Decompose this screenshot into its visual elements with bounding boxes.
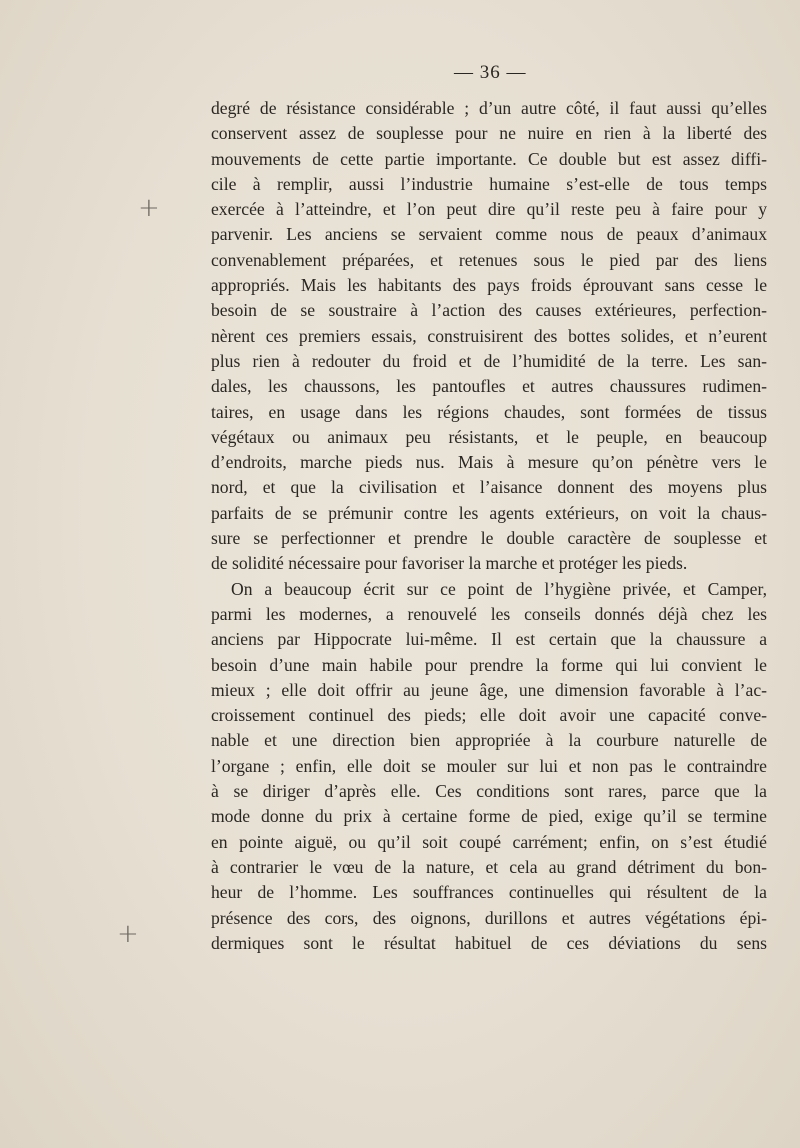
text-line: nord, et que la civilisation et l’aisance donnent des moyens plus: [211, 477, 767, 498]
text-line: cile à remplir, aussi l’industrie humaine s’est-elle de tous temps: [211, 173, 767, 194]
text-line: à contrarier le vœu de la nature, et cela au grand détriment du bon-: [211, 856, 767, 877]
text-line: à se diriger d’après elle. Ces conditions sont rares, parce que la: [211, 781, 767, 802]
text-line: dermiques sont le résultat habituel de ces déviations du sens: [211, 932, 767, 953]
text-line: végétaux ou animaux peu résistants, et le peuple, en beaucoup: [211, 426, 767, 447]
text-line: mieux ; elle doit offrir au jeune âge, une dimension favorable à l’ac-: [211, 679, 767, 700]
text-line: anciens par Hippocrate lui-même. Il est certain que la chaussure a: [211, 629, 767, 650]
body-text: [211, 96, 767, 956]
text-line: besoin d’une main habile pour prendre la forme qui lui convient le: [211, 654, 767, 675]
margin-cross-mark: +: [138, 193, 160, 223]
text-line: de solidité nécessaire pour favoriser la marche et protéger les pieds.: [211, 553, 688, 574]
text-line: heur de l’homme. Les souffrances continuelles qui résultent de la: [211, 882, 767, 903]
text-line: mode donne du prix à certaine forme de pied, exige qu’il se termine: [211, 806, 767, 827]
text-line: nèrent ces premiers essais, construisirent des bottes solides, et n’eurent: [211, 325, 767, 346]
text-line: parfaits de se prémunir contre les agents extérieurs, on voit la chaus-: [211, 502, 767, 523]
text-line: convenablement préparées, et retenues sous le pied par des liens: [211, 249, 767, 270]
text-line: On a beaucoup écrit sur ce point de l’hygiène privée, et Camper,: [231, 578, 767, 599]
text-line: d’endroits, marche pieds nus. Mais à mesure qu’on pénètre vers le: [211, 452, 767, 473]
text-line: degré de résistance considérable ; d’un autre côté, il faut aussi qu’elles: [211, 98, 767, 118]
text-line: présence des cors, des oignons, durillons et autres végétations épi-: [211, 907, 767, 928]
page-number: — 36 —: [454, 62, 527, 83]
text-line: en pointe aiguë, ou qu’il soit coupé carrément; enfin, on s’est étudié: [211, 831, 767, 852]
text-line: appropriés. Mais les habitants des pays froids éprouvant sans cesse le: [211, 275, 767, 296]
text-line: exercée à l’atteindre, et l’on peut dire qu’il reste peu à faire pour y: [211, 199, 767, 220]
text-line: mouvements de cette partie importante. Ce double but est assez diffi-: [211, 148, 767, 169]
text-line: parmi les modernes, a renouvelé les conseils donnés déjà chez les: [211, 603, 767, 624]
text-line: dales, les chaussons, les pantoufles et autres chaussures rudimen-: [211, 376, 767, 397]
margin-cross-mark: +: [117, 919, 139, 949]
text-line: nable et une direction bien appropriée à la courbure naturelle de: [211, 730, 767, 751]
text-line: parvenir. Les anciens se servaient comme nous de peaux d’animaux: [211, 224, 767, 245]
text-line: plus rien à redouter du froid et de l’humidité de la terre. Les san-: [211, 350, 767, 371]
text-line: conservent assez de souplesse pour ne nuire en rien à la liberté des: [211, 123, 767, 144]
text-line: taires, en usage dans les régions chaudes, sont formées de tissus: [211, 401, 767, 422]
text-line: sure se perfectionner et prendre le double caractère de souplesse et: [211, 528, 767, 549]
text-line: l’organe ; enfin, elle doit se mouler sur lui et non pas le contraindre: [211, 755, 767, 776]
text-line: besoin de se soustraire à l’action des causes extérieures, perfection-: [211, 300, 767, 321]
text-line: croissement continuel des pieds; elle doit avoir une capacité conve-: [211, 705, 767, 726]
